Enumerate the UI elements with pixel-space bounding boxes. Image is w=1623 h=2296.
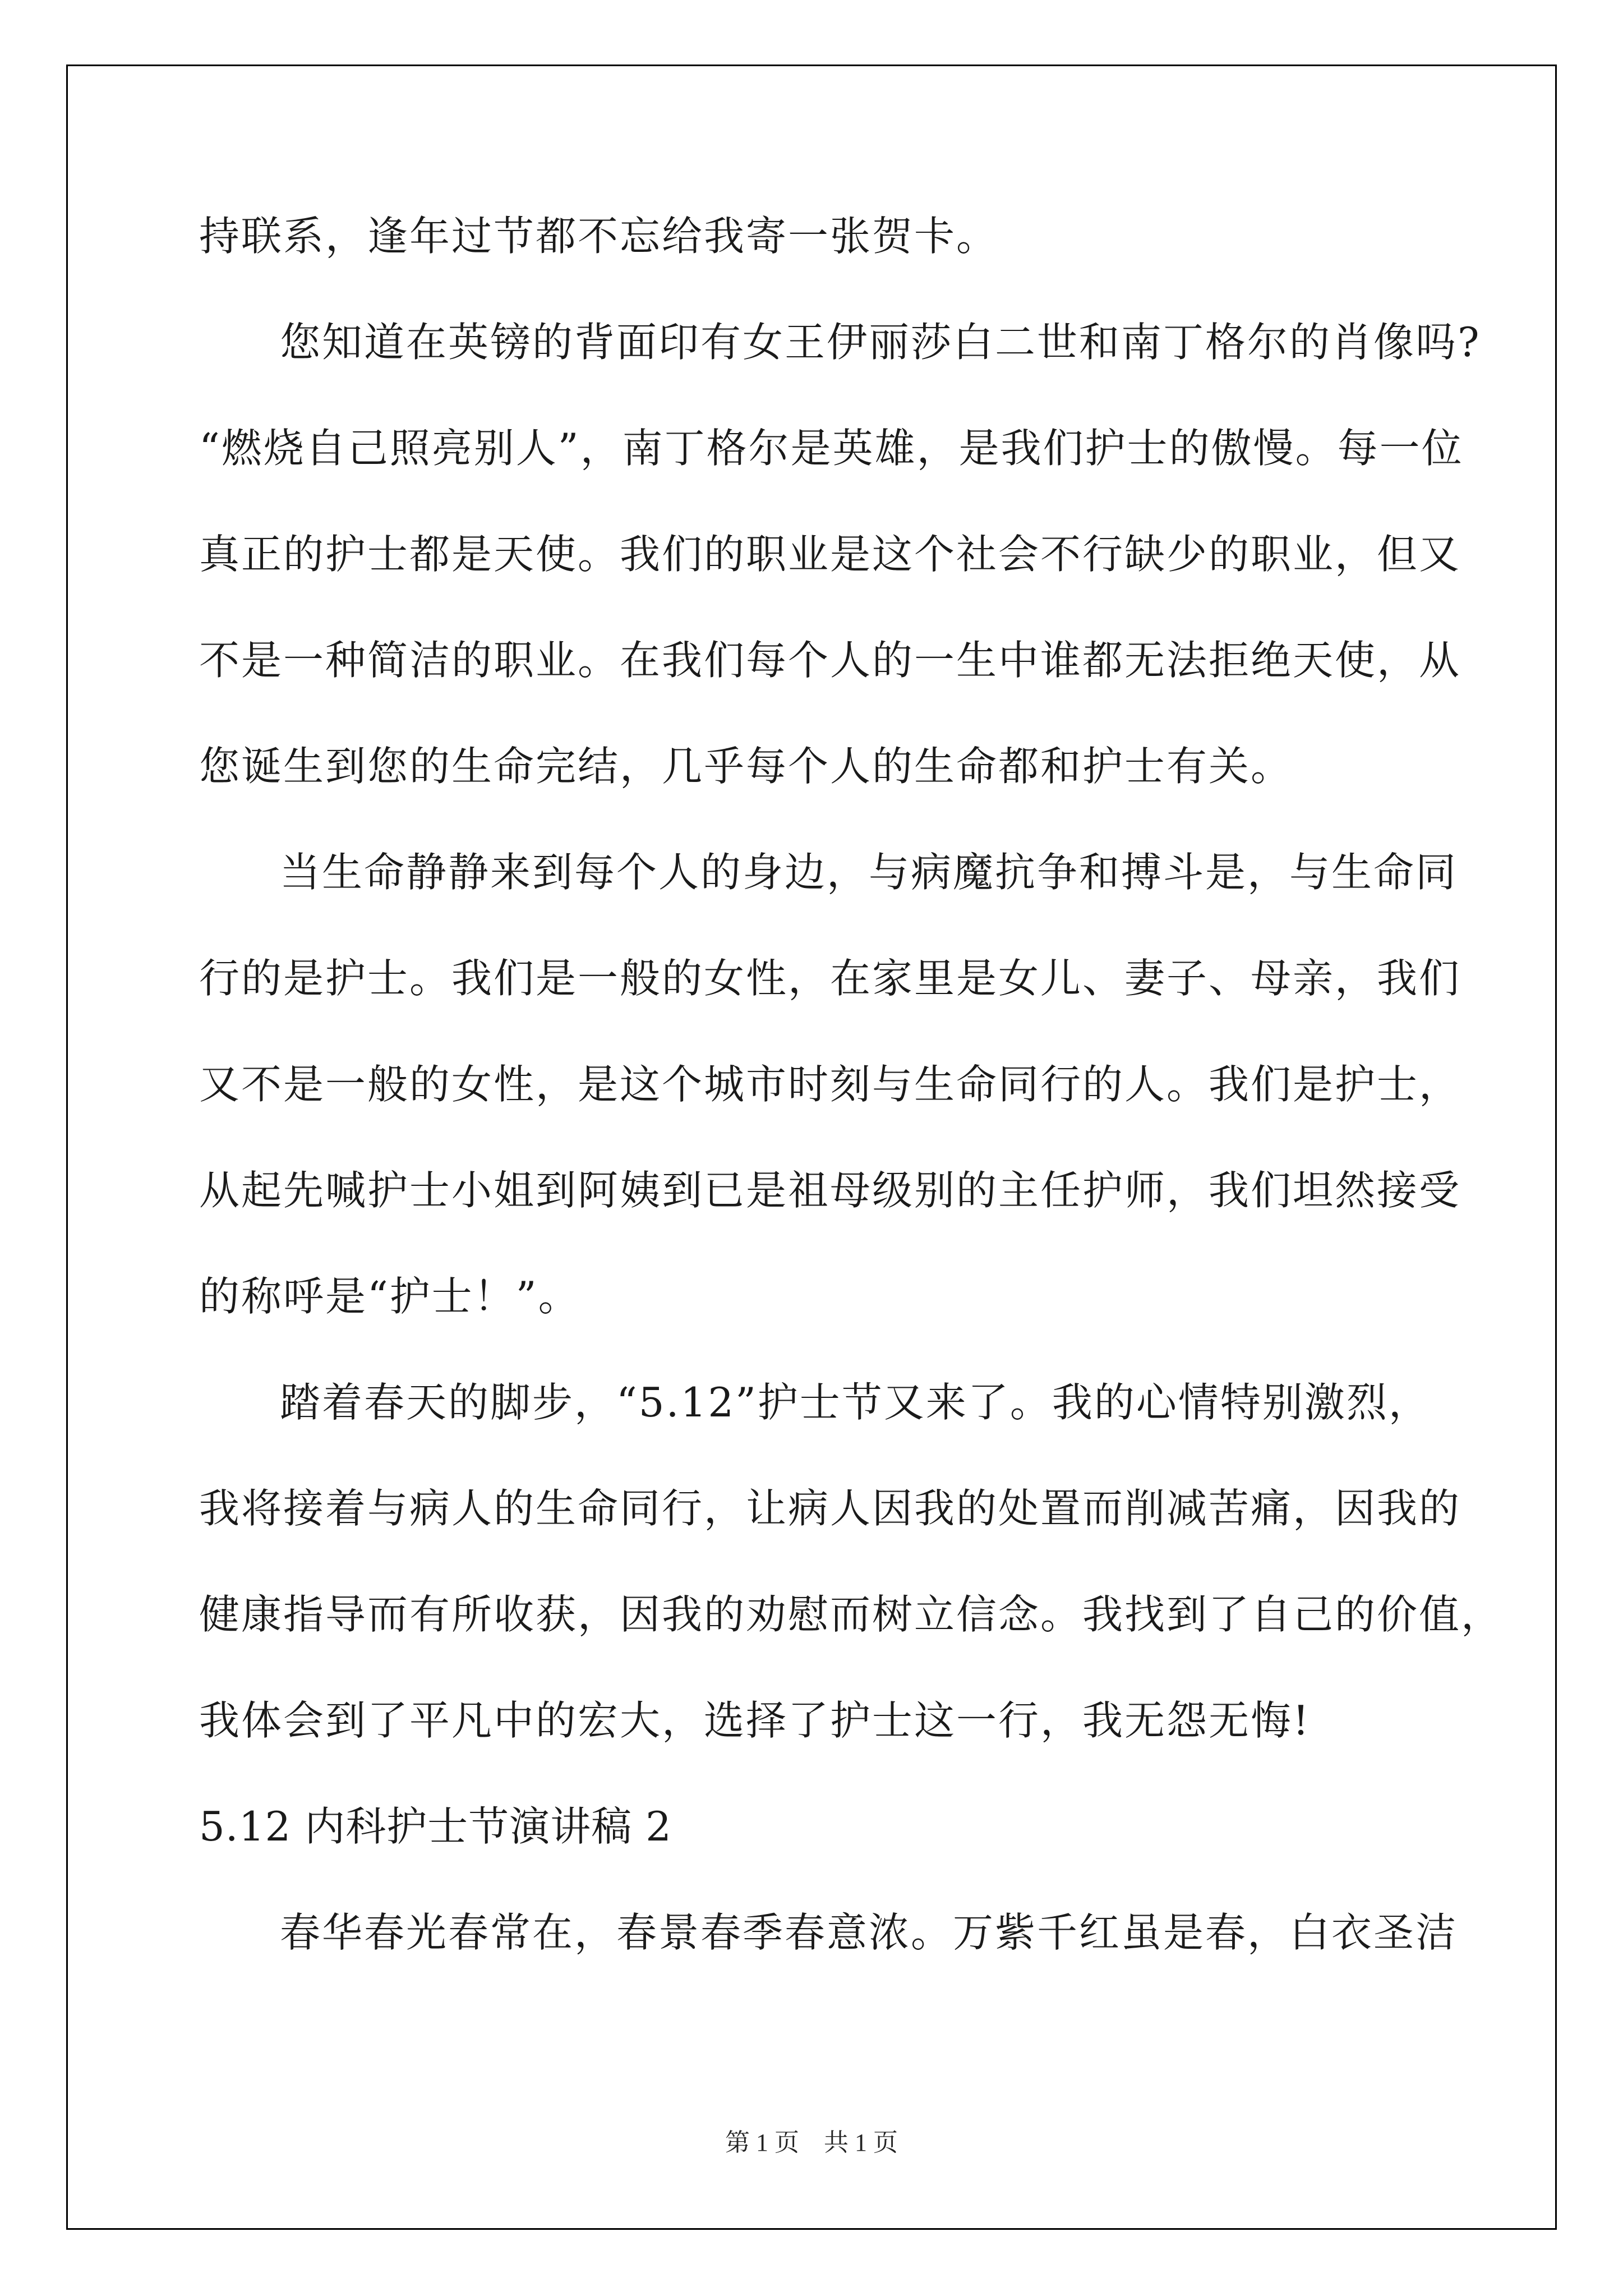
paragraph-line: 持联系，逢年过节都不忘给我寄一张贺卡。 — [199, 213, 999, 260]
paragraph-line: 我将接着与病人的生命同行，让病人因我的处置而削减苦痛，因我的 — [199, 1485, 1461, 1532]
paragraph-line: 行的是护士。我们是一般的女性，在家里是女儿、妻子、母亲，我们 — [199, 955, 1461, 1002]
paragraph-line: “燃烧自己照亮别人”，南丁格尔是英雄，是我们护士的傲慢。每一位 — [199, 425, 1464, 472]
paragraph-line: 真正的护士都是天使。我们的职业是这个社会不行缺少的职业，但又 — [199, 531, 1461, 578]
document-body — [199, 213, 1504, 2018]
paragraph-line: 您诞生到您的生命完结，几乎每个人的生命都和护士有关。 — [199, 743, 1293, 790]
paragraph-line: 从起先喊护士小姐到阿姨到已是祖母级别的主任护师，我们坦然接受 — [199, 1167, 1461, 1214]
paragraph-line: 的称呼是“护士！”。 — [199, 1273, 580, 1320]
paragraph-line: 又不是一般的女性，是这个城市时刻与生命同行的人。我们是护士， — [199, 1061, 1461, 1108]
paragraph-line: 您知道在英镑的背面印有女王伊丽莎白二世和南丁格尔的肖像吗? — [280, 319, 1481, 366]
paragraph-line: 踏着春天的脚步，“5.12”护士节又来了。我的心情特别激烈， — [280, 1379, 1431, 1426]
paragraph-line: 我体会到了平凡中的宏大，选择了护士这一行，我无怨无悔! — [199, 1697, 1311, 1744]
paragraph-line: 春华春光春常在，春景春季春意浓。万紫千红虽是春，白衣圣洁 — [280, 1909, 1458, 1956]
paragraph-line: 当生命静静来到每个人的身边，与病魔抗争和搏斗是，与生命同 — [280, 849, 1458, 896]
paragraph-line: 不是一种简洁的职业。在我们每个人的一生中谁都无法拒绝天使，从 — [199, 637, 1461, 684]
page-number-footer: 第 1 页 共 1 页 — [725, 2129, 898, 2156]
paragraph-line: 健康指导而有所收获，因我的劝慰而树立信念。我找到了自己的价值， — [199, 1591, 1504, 1638]
section-heading: 5.12 内科护士节演讲稿 2 — [199, 1803, 672, 1850]
